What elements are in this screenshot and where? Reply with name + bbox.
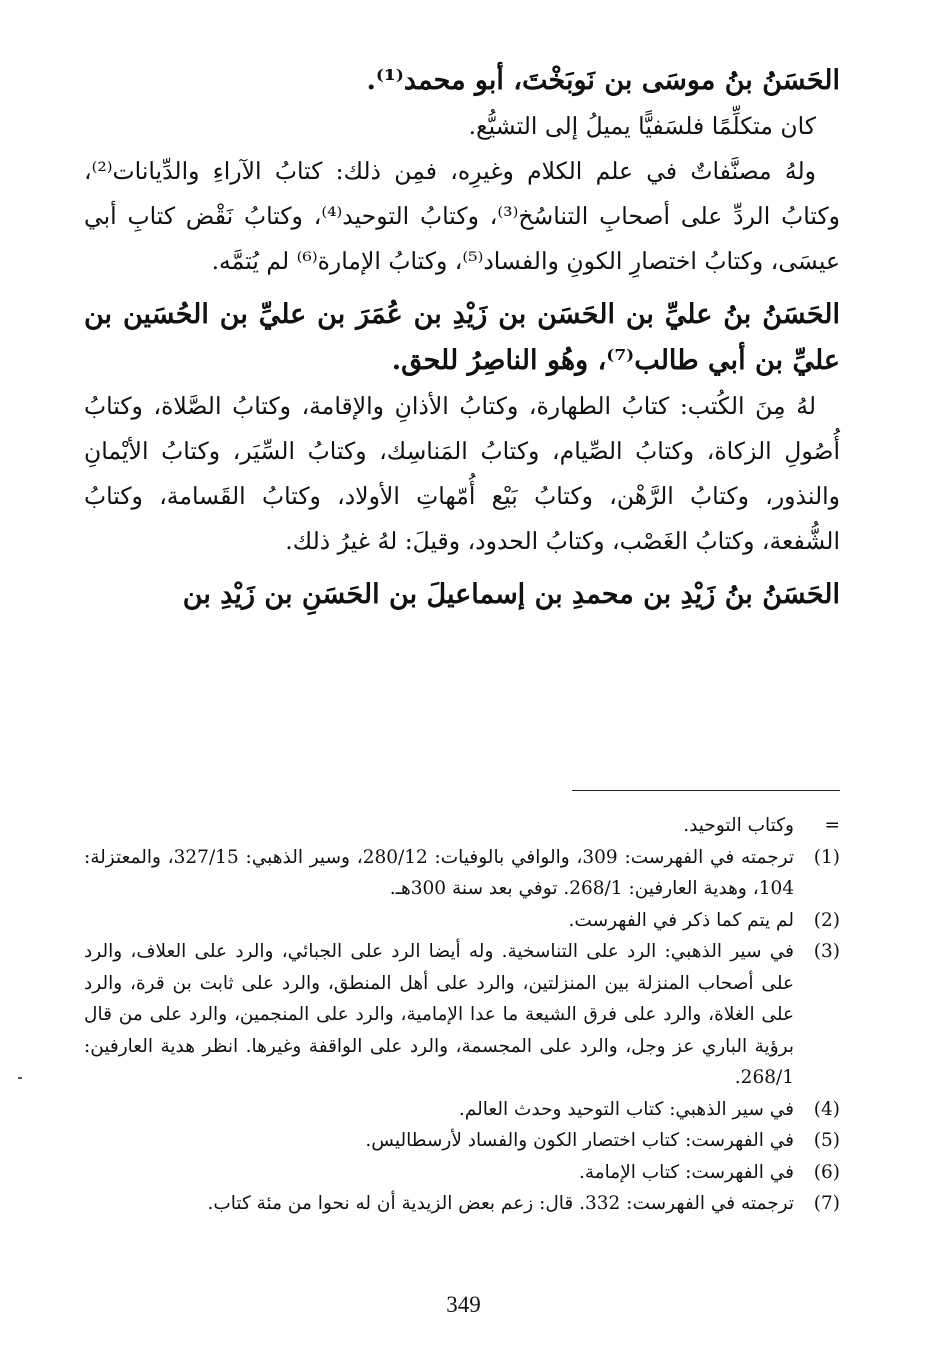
entry-heading-hasan-ibn-zayd: الحَسَنُ بنُ زَيْدِ بن محمدِ بن إسماعيلَ بن الحَسَنِ بن زَيْدِ بن (182, 579, 840, 610)
page-number: 349 (446, 1292, 481, 1317)
footnote-number: (3) (813, 941, 840, 962)
footnote-text: لم يتم كما ذكر في الفهرست. (568, 909, 794, 931)
footnote-text: ترجمته في الفهرست: 332. قال: زعم بعض الزيدية أن له نحوا من مئة كتاب. (207, 1193, 794, 1214)
footnote-text: وكتاب التوحيد. (683, 815, 794, 836)
entry-heading-hasan-ibn-musa: الحَسَنُ بنُ موسَى بن نَوبَخْتَ، أبو محمد⁽¹⁾. (366, 65, 840, 96)
footnote-continuation (84, 810, 840, 842)
footnote-text: ترجمته في الفهرست: 309، والوافي بالوفيات: 280/12، وسير الذهبي: 327/15، والمعتزلة: 104، وهدية العارفين: 268/1. توفي بعد سنة 300هـ. (84, 846, 794, 899)
footnote-text: في الفهرست: كتاب اختصار الكون والفساد لأرسطاليس. (365, 1130, 794, 1151)
footnote-item (84, 936, 840, 1094)
scan-speck (18, 1077, 22, 1079)
footnote-item (84, 905, 840, 937)
entry-paragraph: كان متكلِّمًا فلسَفيًّا يميلُ إلى التشيُّع. (468, 112, 816, 140)
footnote-number: (1) (813, 846, 840, 868)
main-text (84, 58, 840, 618)
footnote-number: (5) (813, 1130, 840, 1151)
footnote-item (84, 1094, 840, 1126)
footnote-continuation-marker: = (824, 815, 840, 836)
entry-paragraph: ولهُ مصنَّفاتٌ في علم الكلام وغيرِه، فمِن ذلك: كتابُ الآراءِ والدِّيانات⁽²⁾، وكتابُ الردِّ على أصحابِ التناسُخ⁽³⁾، وكتابُ التوحيد⁽⁴⁾، وكتابُ نَقْض كتابِ أبي عيسَى، وكتابُ اختصارِ الكونِ والفساد⁽⁵⁾، وكتابُ الإمارة⁽⁶⁾ لم يُتمَّه. (84, 157, 840, 275)
footnote-item (84, 1157, 840, 1189)
footnote-item (84, 1188, 840, 1220)
footnote-text: في سير الذهبي: الرد على التناسخية. وله أيضا الرد على الجبائي، والرد على العلاف، والرد على أصحاب المنزلة بين المنزلتين، والرد على أهل المنطق، والرد على ثابت بن قرة، والرد على الغلاة، والرد على فرق الشيعة ما عدا الإمامية، والرد على المنجمين، والرد على من قال برؤية الباري عز وجل، والرد على المجسمة، والرد على الواقفة وغيرها. انظر هدية العارفين: 268/1. (84, 941, 794, 1088)
footnote-separator (572, 790, 840, 791)
footnotes (84, 810, 840, 1220)
entry-paragraph: لهُ مِنَ الكُتب: كتابُ الطهارة، وكتابُ الأذانِ والإقامة، وكتابُ الصَّلاة، وكتابُ أُصُولِ الزكاة، وكتابُ الصِّيام، وكتابُ المَناسِك، وكتابُ السِّيَر، وكتابُ الأيْمانِ والنذور، وكتابُ الرَّهْن، وكتابُ بَيْع أُمّهاتِ الأولاد، وكتابُ القَسامة، وكتابُ الشُّفعة، وكتابُ الغَصْب، وكتابُ الحدود، وقيلَ: لهُ غيرُ ذلك. (84, 392, 840, 555)
footnote-text: في سير الذهبي: كتاب التوحيد وحدث العالم. (458, 1098, 794, 1120)
footnote-item (84, 842, 840, 905)
footnote-number: (2) (813, 909, 840, 931)
footnote-number: (4) (813, 1098, 840, 1120)
footnote-item (84, 1125, 840, 1157)
footnote-number: (6) (813, 1161, 840, 1183)
footnote-number: (7) (813, 1193, 840, 1214)
footnote-text: في الفهرست: كتاب الإمامة. (578, 1161, 794, 1183)
entry-heading-hasan-ibn-ali: الحَسَنُ بنُ عليِّ بن الحَسَن بن زَيْدِ بن عُمَرَ بن عليِّ بن الحُسَين بن عليِّ بن أبي طالب⁽⁷⁾، وهُو الناصِرُ للحق. (84, 299, 840, 376)
